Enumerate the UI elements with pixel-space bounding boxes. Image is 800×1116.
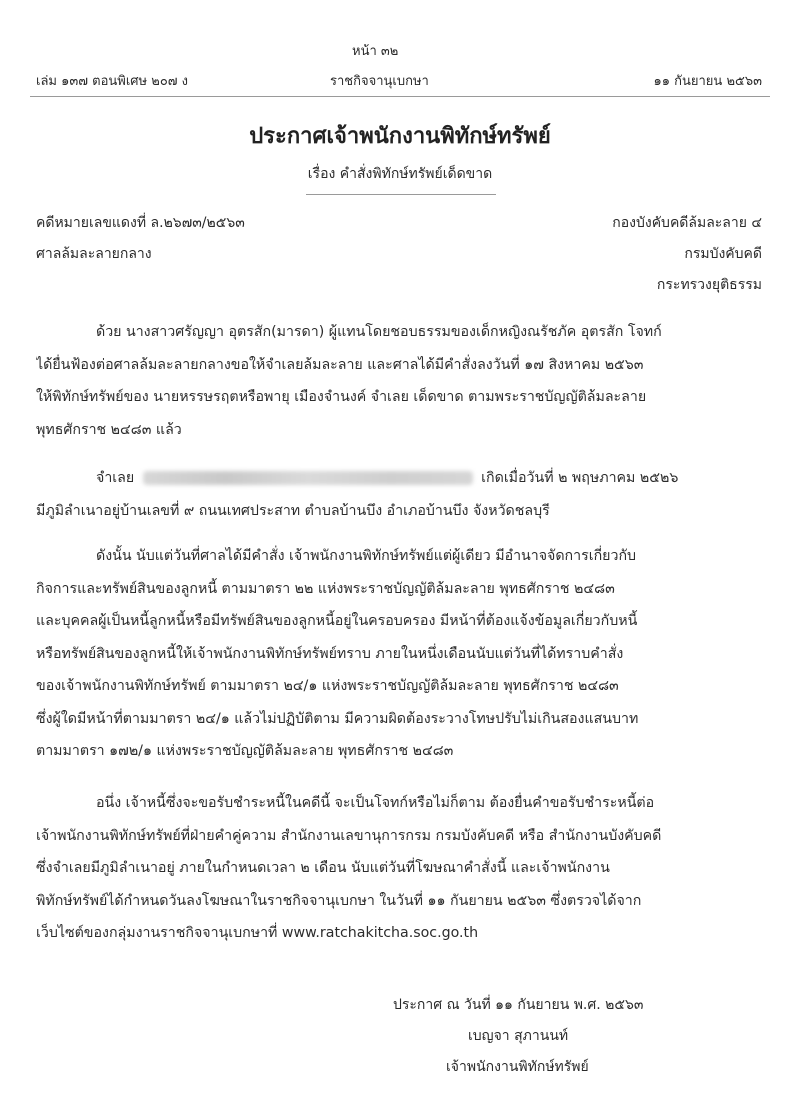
paragraph-line: กิจการและทรัพย์สินของลูกหนี้ ตามมาตรา ๒๒ แห่งพระราชบัญญัติล้มละลาย พุทธศักราช ๒๔๘๓ (36, 580, 615, 597)
paragraph-line: และบุคคลผู้เป็นหนี้ลูกหนี้หรือมีทรัพย์สินของลูกหนี้อยู่ในครอบครอง มีหน้าที่ต้องแจ้งข้อมูลเกี่ยวกับหนี้ (36, 613, 638, 629)
paragraph-order (36, 540, 766, 768)
header-divider (30, 96, 770, 97)
defendant-birth: เกิดเมื่อวันที่ ๒ พฤษภาคม ๒๕๒๖ (481, 470, 679, 486)
signatory-position: เจ้าพนักงานพิทักษ์ทรัพย์ (446, 1059, 589, 1075)
page-number: หน้า ๓๒ (352, 44, 399, 59)
gazette-date: ๑๑ กันยายน ๒๕๖๓ (653, 74, 762, 89)
ministry-name: กระทรวงยุติธรรม (656, 277, 762, 293)
announcement-title: ประกาศเจ้าพนักงานพิทักษ์ทรัพย์ (249, 124, 551, 149)
court-name: ศาลล้มละลายกลาง (36, 246, 152, 262)
paragraph-line: พุทธศักราช ๒๔๘๓ แล้ว (36, 421, 182, 438)
paragraph-line: ตามมาตรา ๑๗๒/๑ แห่งพระราชบัญญัติล้มละลาย พุทธศักราช ๒๔๘๓ (36, 743, 454, 759)
department-name: กรมบังคับคดี (684, 246, 762, 262)
gazette-name: ราชกิจจานุเบกษา (330, 74, 429, 89)
volume-info: เล่ม ๑๓๗ ตอนพิเศษ ๒๐๗ ง (36, 74, 189, 89)
paragraph-line: ดังนั้น นับแต่วันที่ศาลได้มีคำสั่ง เจ้าพนักงานพิทักษ์ทรัพย์แต่ผู้เดียว มีอำนาจจัดการเกี่ยวกับ (96, 548, 637, 564)
paragraph-line: ได้ยื่นฟ้องต่อศาลล้มละลายกลางขอให้จำเลยล้มละลาย และศาลได้มีคำสั่งลงวันที่ ๑๗ สิงหาคม ๒๕๖๓ (36, 356, 644, 373)
paragraph-line: หรือทรัพย์สินของลูกหนี้ให้เจ้าพนักงานพิทักษ์ทรัพย์ทราบ ภายในหนึ่งเดือนนับแต่วันที่ได้ทราบคำสั่ง (36, 645, 624, 662)
announcement-date: ประกาศ ณ วันที่ ๑๑ กันยายน พ.ศ. ๒๕๖๓ (393, 997, 644, 1013)
defendant-prefix: จำเลย (96, 470, 135, 486)
paragraph-line: พิทักษ์ทรัพย์ได้กำหนดวันลงโฆษณาในราชกิจจานุเบกษา ในวันที่ ๑๑ กันยายน ๒๕๖๓ ซึ่งตรวจได้จาก (36, 892, 642, 909)
office-name: กองบังคับคดีล้มละลาย ๔ (612, 215, 762, 231)
signatory-name: เบญจา สุภานนท์ (468, 1028, 569, 1044)
paragraph-line: ของเจ้าพนักงานพิทักษ์ทรัพย์ ตามมาตรา ๒๔/๑ แห่งพระราชบัญญัติล้มละลาย พุทธศักราช ๒๔๘๓ (36, 678, 619, 694)
announcement-subject: เรื่อง คำสั่งพิทักษ์ทรัพย์เด็ดขาด (307, 166, 493, 182)
paragraph-line: เว็บไซต์ของกลุ่มงานราชกิจจานุเบกษาที่ www.ratchakitcha.soc.go.th (36, 925, 479, 941)
paragraph-line: มีภูมิลำเนาอยู่บ้านเลขที่ ๙ ถนนเทศประสาท ตำบลบ้านบึง อำเภอบ้านบึง จังหวัดชลบุรี (36, 502, 550, 519)
paragraph-line: ให้พิทักษ์ทรัพย์ของ นายหรรษรฤตหรือพายุ เมืองจำนงค์ จำเลย เด็ดขาด ตามพระราชบัญญัติล้มละลาย (36, 389, 647, 405)
paragraph-plaintiff (36, 316, 766, 446)
case-number: คดีหมายเลขแดงที่ ล.๒๖๗๓/๒๕๖๓ (36, 215, 245, 231)
paragraph-line: ซึ่งจำเลยมีภูมิลำเนาอยู่ ภายในกำหนดเวลา ๒ เดือน นับแต่วันที่โฆษณาคำสั่งนี้ และเจ้าพนักงาน (36, 860, 610, 876)
paragraph-line: ด้วย นางสาวศรัญญา อุตรสัก(มารดา) ผู้แทนโดยชอบธรรมของเด็กหญิงณรัชภัค อุตรสัก โจทก์ (96, 324, 662, 340)
paragraph-line: อนึ่ง เจ้าหนี้ซึ่งจะขอรับชำระหนี้ในคดีนี้ จะเป็นโจทก์หรือไม่ก็ตาม ต้องยื่นคำขอรับชำระหนี้ต่อ (96, 795, 655, 811)
paragraph-creditors (36, 787, 766, 950)
paragraph-defendant (36, 462, 766, 527)
paragraph-line: เจ้าพนักงานพิทักษ์ทรัพย์ที่ฝ่ายคำคู่ความ สำนักงานเลขานุการกรม กรมบังคับคดี หรือ สำนักงานบังคับคดี (36, 827, 662, 844)
title-divider (306, 194, 496, 195)
redacted-text (143, 471, 473, 485)
paragraph-line: ซึ่งผู้ใดมีหน้าที่ตามมาตรา ๒๔/๑ แล้วไม่ปฏิบัติตาม มีความผิดต้องระวางโทษปรับไม่เกินสองแสนบาท (36, 710, 639, 727)
